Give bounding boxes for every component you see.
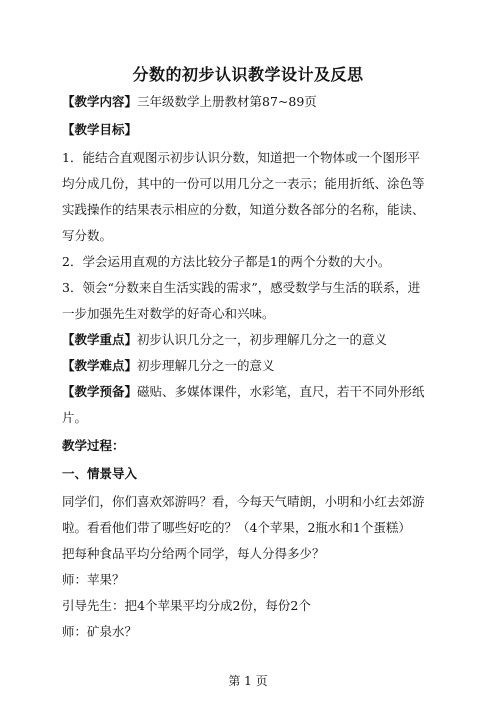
goal1-line: 写分数。: [62, 228, 113, 243]
section1-heading: 一、情景导入: [62, 466, 138, 481]
dialogue-line: 师：苹果？: [62, 572, 125, 587]
intro-line: 同学们，你们喜欢郊游吗？看，今每天气晴朗，小明和小红去郊游: [62, 494, 425, 509]
dialogue-line: 引导先生：把4个苹果平均分成2份，每份2个: [62, 598, 311, 613]
teaching-content-label: 【教学内容】: [62, 94, 138, 109]
teaching-content-text: 三年级数学上册教材第87~89页: [137, 94, 317, 109]
teaching-difficulty-label: 【教学难点】: [62, 358, 138, 373]
teaching-difficulty-text: 初步理解几分之一的意义: [137, 358, 275, 373]
page-number: 第 1 页: [228, 674, 268, 688]
teaching-key-line: [62, 332, 387, 348]
teaching-difficulty-line: [62, 358, 275, 374]
intro-line: 把每种食品平均分给两个同学，每人分得多少？: [62, 546, 325, 561]
teaching-prep-line: [62, 384, 425, 400]
goal1-line: 1．能结合直观图示初步认识分数，知道把一个物体或一个图形平: [62, 150, 420, 165]
teaching-key-text: 初步认识几分之一，初步理解几分之一的意义: [137, 332, 388, 347]
teaching-prep-line: 片。: [62, 410, 88, 425]
goal1-line: 实践操作的结果表示相应的分数，知道分数各部分的名称，能读、: [62, 202, 425, 217]
teaching-prep-text: 磁贴、多媒体课件，水彩笔，直尺，若干不同外形纸: [137, 384, 425, 399]
goal3-line: 3．领会“分数来自生活实践的需求”，感受数学与生活的联系，进: [62, 280, 421, 295]
process-heading: 教学过程：: [62, 438, 125, 453]
teaching-goals-label: 【教学目标】: [62, 122, 138, 137]
goal1-line: 均分成几份，其中的一份可以用几分之一表示；能用折纸、涂色等: [62, 176, 425, 191]
teaching-key-label: 【教学重点】: [62, 332, 138, 347]
dialogue-line: 师：矿泉水？: [62, 624, 138, 639]
teaching-prep-label: 【教学预备】: [62, 384, 138, 399]
teaching-content-line: [62, 94, 317, 110]
document-title: 分数的初步认识教学设计及反思: [132, 65, 364, 84]
goal2-line: 2．学会运用直观的方法比较分子都是1的两个分数的大小。: [62, 254, 391, 269]
intro-line: 啦。看看他们带了哪些好吃的？（4个苹果，2瓶水和1个蛋糕）: [62, 520, 411, 535]
goal3-line: 一步加强先生对数学的好奇心和兴味。: [62, 306, 275, 321]
